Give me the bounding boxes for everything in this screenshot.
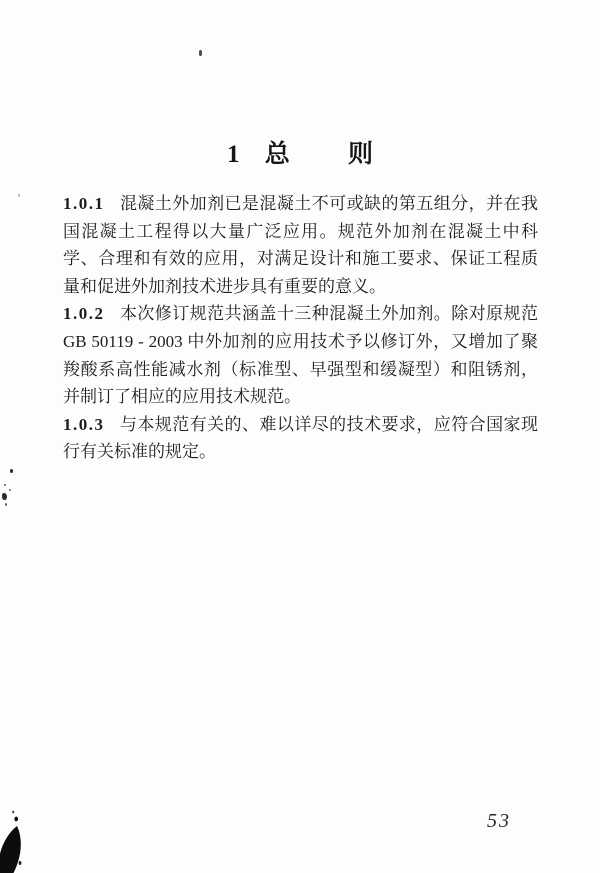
ink-speck	[4, 484, 6, 486]
ink-speck	[2, 493, 7, 500]
ink-speck	[18, 194, 20, 197]
chapter-title	[0, 134, 600, 170]
clause-text: 混凝土外加剂已是混凝土不可或缺的第五组分，并在我国混凝土工程得以大量广泛应用。规范外加剂在混凝土中科学、合理和有效的应用，对满足设计和施工要求、保证工程质量和促进外加剂技术进步具有重要的意义。	[63, 194, 538, 296]
chapter-number: 1	[226, 141, 240, 168]
clause-1-0-3	[63, 411, 538, 466]
ink-speck	[10, 469, 13, 473]
chapter-title-char-1: 总	[264, 141, 290, 168]
clause-number: 1.0.3	[63, 414, 105, 434]
clause-number: 1.0.1	[63, 194, 105, 213]
ink-speck	[199, 50, 202, 56]
clause-text: 本次修订规范共涵盖十三种混凝土外加剂。除对原规范 GB 50119 - 2003 中外加剂的应用技术予以修订外，又增加了聚羧酸系高性能减水剂（标准型、早强型和缓凝型）和阻锈剂，并制订了相应的应用技术规范。	[63, 304, 538, 407]
ink-speck	[5, 503, 7, 506]
clause-text: 与本规范有关的、难以详尽的技术要求，应符合国家现行有关标准的规定。	[63, 414, 538, 462]
chapter-title-char-2: 则	[348, 141, 374, 168]
clause-number: 1.0.2	[63, 304, 105, 324]
ink-speck	[9, 489, 11, 491]
clause-list	[63, 190, 538, 466]
page-number: 53	[487, 810, 511, 832]
clause-1-0-2	[63, 300, 538, 410]
ink-blot-artifact	[0, 805, 24, 873]
clause-1-0-1	[63, 190, 538, 300]
